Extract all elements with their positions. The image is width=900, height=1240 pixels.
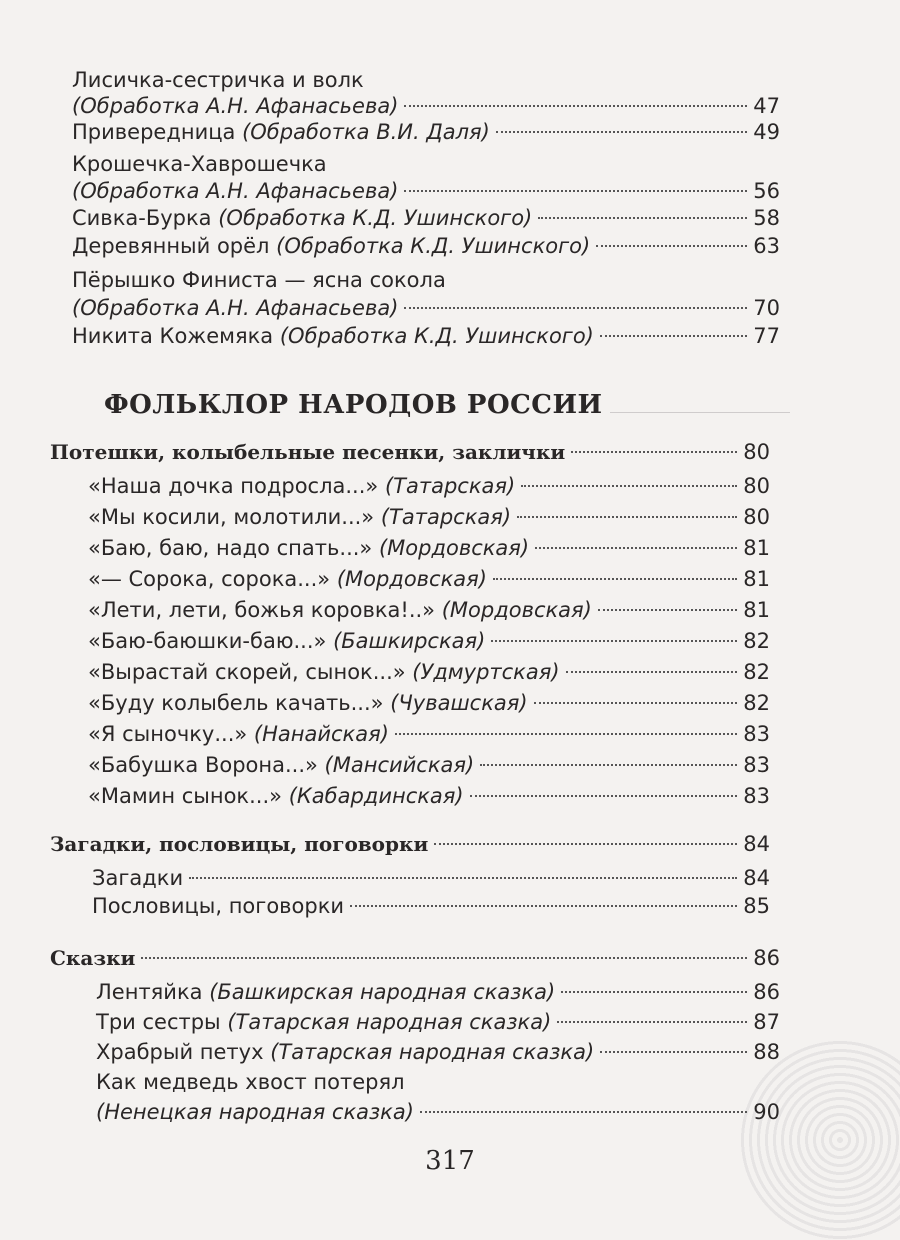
- page-ref: 47: [753, 94, 780, 118]
- toc-section: [50, 438, 770, 466]
- entry-title: «Баю, баю, надо спать...»: [88, 536, 373, 560]
- entry-title: «Буду колыбель качать...»: [88, 691, 384, 715]
- page-ref: 83: [743, 722, 770, 746]
- entry-title: «Баю-баюшки-баю...»: [88, 629, 327, 653]
- toc-entry: [88, 689, 770, 717]
- toc-entry: [88, 472, 770, 500]
- entry-note: (Мансийская): [324, 753, 475, 777]
- dot-leader: [534, 702, 738, 704]
- entry-title: «Мамин сынок...»: [88, 784, 282, 808]
- page-ref: 83: [743, 753, 770, 777]
- toc-entry: [88, 720, 770, 748]
- toc-entry: [72, 294, 780, 322]
- toc-entry: [88, 782, 770, 810]
- entry-title: Пословицы, поговорки: [92, 894, 345, 918]
- heading-rule: [610, 412, 790, 413]
- entry-note: (Кабардинская): [288, 784, 464, 808]
- page-ref: 58: [753, 206, 780, 230]
- page-ref: 88: [753, 1040, 780, 1064]
- toc-entry: [88, 658, 770, 686]
- entry-title: «Лети, лети, божья коровка!..»: [88, 598, 436, 622]
- dot-leader: [538, 217, 747, 219]
- dot-leader: [434, 843, 737, 845]
- entry-note: (Удмуртская): [412, 660, 560, 684]
- dot-leader: [561, 991, 747, 993]
- dot-leader: [491, 640, 737, 642]
- entry-note: (Чувашская): [390, 691, 528, 715]
- entry-note: (Мордовская): [441, 598, 592, 622]
- page-ref: 56: [753, 179, 780, 203]
- entry-note: (Мордовская): [336, 567, 487, 591]
- entry-title: «Мы косили, молотили...»: [88, 505, 375, 529]
- entry-note: (Обработка А.Н. Афанасьева): [72, 296, 399, 320]
- entry-title: Лисичка-сестричка и волк: [72, 68, 364, 92]
- page-ref: 80: [743, 474, 770, 498]
- page-ref: 82: [743, 691, 770, 715]
- page-ref: 86: [753, 946, 780, 970]
- page-ref: 85: [743, 894, 770, 918]
- toc-entry: [88, 627, 770, 655]
- entry-title: «— Сорока, сорока...»: [88, 567, 331, 591]
- entry-title: Храбрый петух: [96, 1040, 264, 1064]
- entry-title: «Я сыночку...»: [88, 722, 248, 746]
- entry-note: (Башкирская народная сказка): [209, 980, 556, 1004]
- entry-title: Лентяйка: [96, 980, 203, 1004]
- toc-entry: [88, 503, 770, 531]
- toc-entry: [96, 1098, 780, 1126]
- entry-title: Как медведь хвост потерял: [96, 1070, 405, 1094]
- toc-entry: [92, 892, 770, 920]
- entry-note: (Нанайская): [253, 722, 389, 746]
- page-ref: 49: [753, 120, 780, 144]
- page-ref: 90: [753, 1100, 780, 1124]
- dot-leader: [141, 957, 747, 959]
- toc-entry: [72, 322, 780, 350]
- toc-entry: [72, 66, 780, 94]
- toc-entry: [72, 232, 780, 260]
- dot-leader: [521, 485, 737, 487]
- page-ref: 82: [743, 660, 770, 684]
- toc-entry: [88, 534, 770, 562]
- dot-leader: [350, 905, 737, 907]
- page-ref: 86: [753, 980, 780, 1004]
- dot-leader: [598, 609, 737, 611]
- page-ref: 63: [753, 234, 780, 258]
- toc-entry: [96, 1008, 780, 1036]
- page-ref: 82: [743, 629, 770, 653]
- entry-note: (Обработка К.Д. Ушинского): [218, 206, 533, 230]
- page-ref: 81: [743, 567, 770, 591]
- dot-leader: [404, 190, 747, 192]
- toc-entry: [72, 150, 780, 178]
- dot-leader: [470, 795, 738, 797]
- dot-leader: [493, 578, 737, 580]
- entry-note: (Обработка В.И. Даля): [242, 120, 490, 144]
- entry-title: «Бабушка Ворона...»: [88, 753, 318, 777]
- entry-note: (Обработка К.Д. Ушинского): [276, 234, 591, 258]
- dot-leader: [600, 335, 747, 337]
- dot-leader: [189, 877, 737, 879]
- toc-entry: [72, 118, 780, 146]
- page-ref: 81: [743, 536, 770, 560]
- entry-title: Сказки: [50, 946, 136, 970]
- page-ref: 81: [743, 598, 770, 622]
- toc-entry: [88, 596, 770, 624]
- entry-title: Пёрышко Финиста — ясна сокола: [72, 268, 446, 292]
- entry-title: Потешки, колыбельные песенки, заклички: [50, 440, 566, 464]
- toc-entry: [88, 565, 770, 593]
- entry-title: Загадки, пословицы, поговорки: [50, 832, 429, 856]
- page-ref: 80: [743, 440, 770, 464]
- page-ref: 84: [743, 832, 770, 856]
- toc-entry: [96, 1068, 780, 1096]
- entry-title: Никита Кожемяка: [72, 324, 274, 348]
- dot-leader: [571, 451, 737, 453]
- entry-note: (Татарская народная сказка): [270, 1040, 595, 1064]
- dot-leader: [395, 733, 737, 735]
- toc-section: [50, 830, 770, 858]
- entry-title: Крошечка-Хаврошечка: [72, 152, 327, 176]
- page-ref: 83: [743, 784, 770, 808]
- page-number: 317: [425, 1146, 475, 1176]
- entry-title: Загадки: [92, 866, 184, 890]
- page-ref: 80: [743, 505, 770, 529]
- dot-leader: [557, 1021, 747, 1023]
- page-ref: 87: [753, 1010, 780, 1034]
- entry-title: Сивка-Бурка: [72, 206, 212, 230]
- dot-leader: [480, 764, 737, 766]
- entry-note: (Башкирская): [333, 629, 486, 653]
- entry-note: (Обработка А.Н. Афанасьева): [72, 179, 399, 203]
- dot-leader: [600, 1051, 747, 1053]
- toc-entry: [72, 266, 780, 294]
- dot-leader: [517, 516, 737, 518]
- toc-entry: [72, 92, 780, 120]
- toc-entry: [72, 177, 780, 205]
- entry-title: «Наша дочка подросла...»: [88, 474, 379, 498]
- entry-note: (Мордовская): [378, 536, 530, 560]
- toc-section: [50, 944, 780, 972]
- dot-leader: [496, 131, 747, 133]
- toc-entry: [88, 751, 770, 779]
- entry-title: «Вырастай скорей, сынок...»: [88, 660, 406, 684]
- page-ref: 77: [753, 324, 780, 348]
- entry-note: (Татарская): [380, 505, 512, 529]
- entry-title: Привередница: [72, 120, 236, 144]
- toc-entry: [96, 1038, 780, 1066]
- dot-leader: [420, 1111, 747, 1113]
- dot-leader: [596, 245, 747, 247]
- entry-note: (Ненецкая народная сказка): [96, 1100, 414, 1124]
- section-heading: ФОЛЬКЛОР НАРОДОВ РОССИИ: [104, 390, 603, 420]
- entry-title: Три сестры: [96, 1010, 221, 1034]
- toc-entry: [72, 204, 780, 232]
- entry-note: (Обработка А.Н. Афанасьева): [72, 94, 399, 118]
- entry-note: (Татарская народная сказка): [227, 1010, 552, 1034]
- dot-leader: [566, 671, 738, 673]
- dot-leader: [535, 547, 737, 549]
- dot-leader: [404, 307, 747, 309]
- dot-leader: [404, 105, 747, 107]
- page-ref: 70: [753, 296, 780, 320]
- entry-note: (Обработка К.Д. Ушинского): [279, 324, 594, 348]
- entry-title: Деревянный орёл: [72, 234, 270, 258]
- page-ref: 84: [743, 866, 770, 890]
- entry-note: (Татарская): [384, 474, 516, 498]
- toc-entry: [96, 978, 780, 1006]
- toc-entry: [92, 864, 770, 892]
